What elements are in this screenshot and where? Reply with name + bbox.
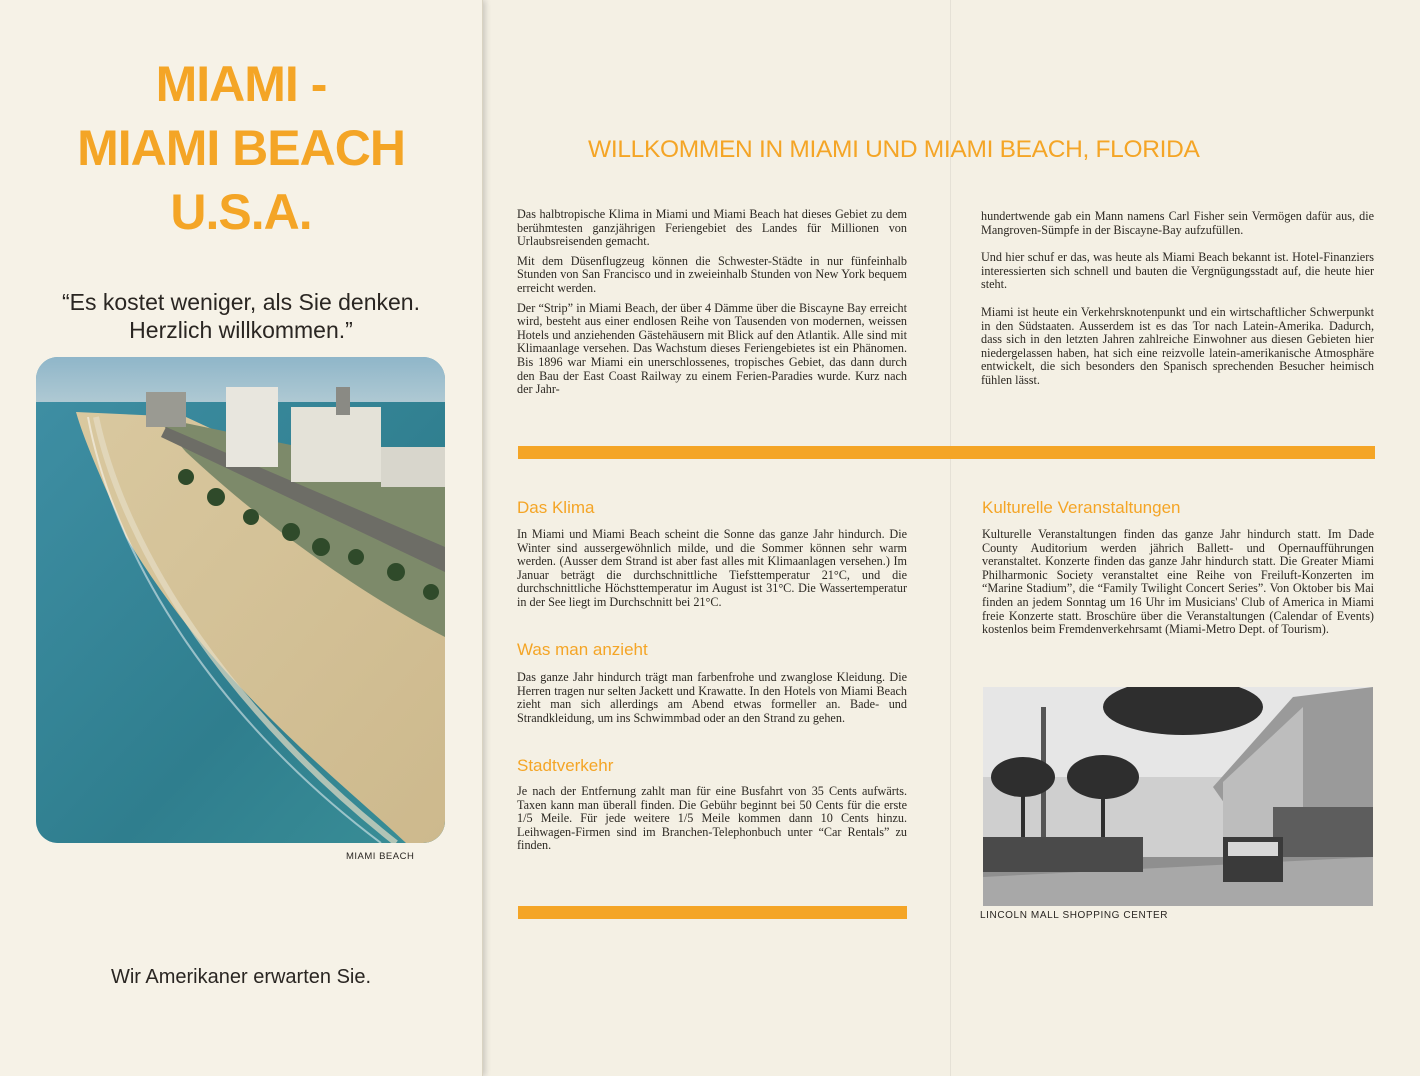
intro-right-column <box>981 210 1374 394</box>
section-title-klima: Das Klima <box>517 498 595 517</box>
intro-left-column <box>517 208 907 403</box>
section-text-kleidung <box>517 671 907 731</box>
intro-left-paragraph-2: Mit dem Düsenflugzeug können die Schwester-Städte in nur fünfeinhalb Stunden von San Francisco und in zweieinhalb Stunden von New York bequem erreicht werden. <box>517 253 907 295</box>
orange-divider-bottom <box>518 906 907 919</box>
intro-right-paragraph-2: Und hier schuf er das, was heute als Miami Beach bekannt ist. Hotel-Finanziers interessierten sich schnell und bauten die Vergnügungsstadt auf, die heute hier steht. <box>981 250 1374 292</box>
cover-footer: Wir Amerikaner erwarten Sie. <box>110 966 372 988</box>
intro-left-paragraph-3: Der “Strip” in Miami Beach, der über 4 Dämme über die Biscayne Bay erreicht wird, besteht aus einer endlosen Reihe von Tausenden von modernen, weissen Hotels und anziehenden Gästehäusern mit Blick auf den Atlantik. Alle sind mit Klimaanlage versehen. Das Wachstum dieses Feriengebietes ist ein Phänomen. Bis 1896 war Miami ein unerschlossenes, tropisches Gebiet, das dann durch den Bau der East Coast Railway zu einem Ferien-Paradies wurde. Kurz nach der Jahr- <box>517 300 907 397</box>
spread-heading: WILLKOMMEN IN MIAMI UND MIAMI BEACH, FLORIDA <box>588 136 1200 163</box>
section-text-klima <box>517 528 907 616</box>
beach-photo-caption: MIAMI BEACH <box>346 851 415 862</box>
cover-quote <box>0 288 482 344</box>
cover-quote-line-1: “Es kostet weniger, als Sie denken. <box>62 289 420 315</box>
section-title-kultur: Kulturelle Veranstaltungen <box>982 498 1181 517</box>
inner-spread <box>488 0 1420 1076</box>
section-text-verkehr <box>517 785 907 859</box>
lincoln-mall-photo <box>983 687 1373 906</box>
intro-right-paragraph-1: hundertwende gab ein Mann namens Carl Fisher sein Vermögen dafür aus, die Mangroven-Sümpfe in der Biscayne-Bay aufzufüllen. <box>981 209 1374 237</box>
intro-right-paragraph-3: Miami ist heute ein Verkehrsknotenpunkt und ein wirtschaftlicher Schwerpunkt in den Südstaaten. Ausserdem ist es das Tor nach Latein-Amerika. Dadurch, dass sich in den letzten Jahren zahlreiche Einwohner aus diesen Gebieten hier niedergelassen haben, hat sich eine reizvolle latein-amerikanische Atmosphäre entwickelt, die sich besonders den Spanisch sprechenden Besucher heimisch fühlen lässt. <box>981 304 1374 387</box>
cover-title-line-3: U.S.A. <box>170 184 312 240</box>
section-title-verkehr: Stadtverkehr <box>517 756 614 775</box>
beach-photo <box>36 357 445 843</box>
orange-divider-top <box>518 446 1375 459</box>
mall-photo-caption: LINCOLN MALL SHOPPING CENTER <box>980 910 1169 921</box>
kleidung-paragraph: Das ganze Jahr hindurch trägt man farbenfrohe und zwanglose Kleidung. Die Herren tragen nur selten Jackett und Krawatte. In den Hotels von Miami Beach zieht man sich allerdings am Abend etwas formeller an. Bade- und Strandkleidung, um ins Schwimmbad oder an den Strand zu gehen. <box>517 670 907 725</box>
cover-quote-line-2: Herzlich willkommen.” <box>129 317 353 343</box>
cover-panel <box>0 0 483 1076</box>
klima-paragraph: In Miami und Miami Beach scheint die Sonne das ganze Jahr hindurch. Die Winter sind aussergewöhnlich milde, und die Sommer können sehr warm werden. (Ausser dem Strand ist aber fast alles mit Klimaanlagen versehen.) Im Januar beträgt die durchschnittliche Tiefsttemperatur 21°C, und die durchschnittliche Höchsttemperatur im August ist 31°C. Die Wassertemperatur in der See liegt im Durchschnitt bei 21°C. <box>517 527 907 609</box>
cover-title-line-2: MIAMI BEACH <box>77 120 405 176</box>
section-text-kultur <box>982 528 1374 643</box>
section-title-kleidung: Was man anzieht <box>517 640 648 659</box>
verkehr-paragraph: Je nach der Entfernung zahlt man für eine Busfahrt von 35 Cents aufwärts. Taxen kann man überall finden. Die Gebühr beginnt bei 50 Cents für die erste 1/5 Meile. Für jede weitere 1/5 Meile kommen dann 10 Cents hinzu. Leihwagen-Firmen sind im Branchen-Telephonbuch unter “Car Rentals” zu finden. <box>517 784 907 853</box>
cover-title-line-1: MIAMI - <box>155 56 327 112</box>
intro-left-paragraph-1: Das halbtropische Klima in Miami und Miami Beach hat dieses Gebiet zu dem berühmtesten ganzjährigen Feriengebiet des Landes für Millionen von Urlaubsreisenden gemacht. <box>517 207 907 249</box>
kultur-paragraph: Kulturelle Veranstaltungen finden das ganze Jahr hindurch statt. Im Dade County Auditorium werden jährich Ballett- und Opernaufführungen veranstaltet. Konzerte finden das ganze Jahr hindurch statt. Die Greater Miami Philharmonic Society veranstaltet eine Reihe von Freiluft-Konzerten im “Marine Stadium”, die “Family Twilight Concert Series”. Von Oktober bis Mai finden an jedem Sonntag um 16 Uhr im Musicians' Club of America in Miami freie Konzerte statt. Broschüre über die Veranstaltungen (Calendar of Events) kostenlos beim Fremdenverkehrsamt (Miami-Metro Dept. of Tourism). <box>982 527 1374 637</box>
